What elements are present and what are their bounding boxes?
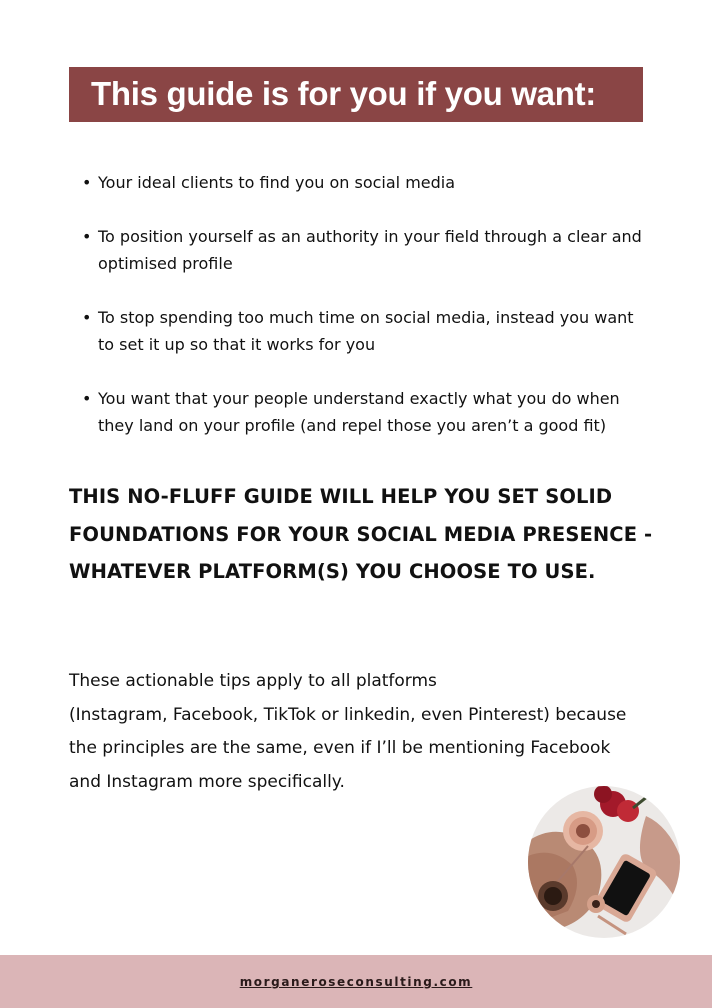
page-title: This guide is for you if you want: [91, 75, 596, 112]
headline-statement: THIS NO-FLUFF GUIDE WILL HELP YOU SET SOLID FOUNDATIONS FOR YOUR SOCIAL MEDIA PRESENCE - WHATEVER PLATFORM(S) YOU CHOOSE TO USE. [69, 485, 653, 583]
flatlay-illustration [528, 786, 680, 938]
flatlay-photo [528, 786, 680, 938]
title-banner [69, 67, 643, 122]
body-paragraph [69, 665, 659, 799]
list-item: • To stop spending too much time on social media, instead you want to set it up so that it works for you [80, 304, 650, 358]
benefits-list [80, 169, 650, 466]
list-item: • You want that your people understand exactly what you do when they land on your profile (and repel those you aren’t a good fit) [80, 385, 650, 439]
website-link[interactable]: morganeroseconsulting.com [239, 975, 473, 989]
list-item: • To position yourself as an authority in your field through a clear and optimised profile [80, 223, 650, 277]
footer [0, 955, 712, 1008]
body-line: and Instagram more specifically. [69, 771, 345, 792]
body-line: the principles are the same, even if I’ll be mentioning Facebook [69, 738, 611, 758]
body-line: These actionable tips apply to all platforms [69, 671, 437, 691]
body-line: (Instagram, Facebook, TikTok or linkedin, even Pinterest) because [69, 704, 627, 725]
list-item: • Your ideal clients to find you on social media [80, 169, 650, 196]
